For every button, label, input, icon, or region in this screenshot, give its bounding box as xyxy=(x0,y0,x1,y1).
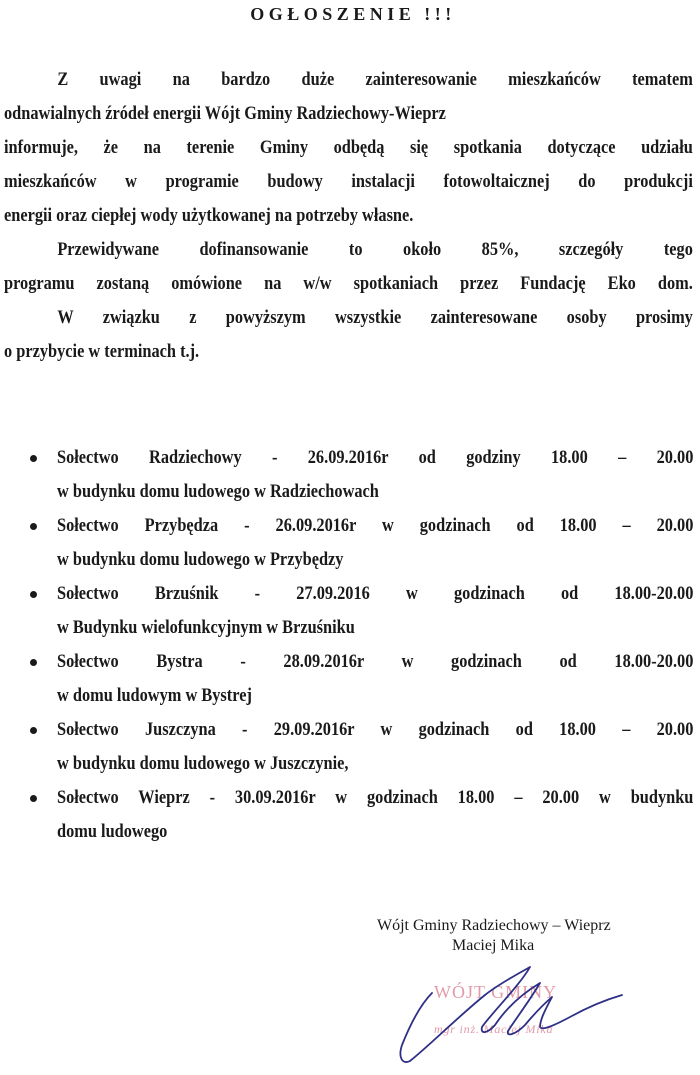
paragraph-3-line-2: o przybycie w terminach t.j. xyxy=(4,341,200,362)
meeting-line-1: Sołectwo Juszczyna - 29.09.2016r w godzinach od 18.00 – 20.00 xyxy=(57,719,694,740)
meeting-line-2: domu ludowego xyxy=(57,821,168,842)
list-item xyxy=(0,645,693,713)
list-item xyxy=(0,441,693,509)
paragraph-2-line-2: programu zostaną omówione na w/w spotkaniach przez Fundację Eko dom. xyxy=(4,273,693,294)
meeting-line-1: Sołectwo Radziechowy - 26.09.2016r od godziny 18.00 – 20.00 xyxy=(57,447,694,468)
paragraph-3 xyxy=(4,301,693,369)
paragraph-1-line-4: mieszkańców w programie budowy instalacji fotowoltaicznej do produkcji xyxy=(4,171,693,192)
meeting-line-2: w domu ludowym w Bystrej xyxy=(57,685,252,706)
signature-block xyxy=(340,916,670,956)
paragraph-1-line-1: Z uwagi na bardzo duże zainteresowanie mieszkańców tematem xyxy=(57,69,693,90)
list-item xyxy=(0,713,693,781)
meeting-line-1: Sołectwo Brzuśnik - 27.09.2016 w godzinach od 18.00-20.00 xyxy=(57,583,694,604)
paragraph-3-line-1: W związku z powyższym wszystkie zainteresowane osoby prosimy xyxy=(57,307,693,328)
signature-stroke xyxy=(400,967,622,1062)
bullet-icon xyxy=(30,727,37,734)
signatory-title: Wójt Gminy Radziechowy – Wieprz xyxy=(377,917,611,934)
list-item xyxy=(0,781,693,849)
meeting-line-2: w budynku domu ludowego w Juszczynie, xyxy=(57,753,349,774)
paragraph-1-line-5: energii oraz ciepłej wody użytkowanej na potrzeby własne. xyxy=(4,205,414,226)
meeting-line-2: w Budynku wielofunkcyjnym w Brzuśniku xyxy=(57,617,355,638)
meeting-line-1: Sołectwo Bystra - 28.09.2016r w godzinach od 18.00-20.00 xyxy=(57,651,694,672)
meetings-list xyxy=(0,441,700,849)
paragraph-1-line-2: odnawialnych źródeł energii Wójt Gminy Radziechowy-Wieprz xyxy=(4,103,446,124)
bullet-icon xyxy=(30,659,37,666)
list-item xyxy=(0,509,693,577)
stamp-name: mgr inż. Maciej Mika xyxy=(434,1022,554,1036)
paragraph-1-line-3: informuje, że na terenie Gminy odbędą się spotkania dotyczące udziału xyxy=(4,137,693,158)
bullet-icon xyxy=(30,523,37,530)
meeting-line-1: Sołectwo Przybędza - 26.09.2016r w godzinach od 18.00 – 20.00 xyxy=(57,515,694,536)
meeting-line-1: Sołectwo Wieprz - 30.09.2016r w godzinach 18.00 – 20.00 w budynku xyxy=(57,787,694,808)
handwritten-signature xyxy=(390,965,630,1075)
meeting-line-2: w budynku domu ludowego w Przybędzy xyxy=(57,549,344,570)
paragraph-2 xyxy=(4,233,693,301)
paragraph-1 xyxy=(4,63,693,233)
signatory-name: Maciej Mika xyxy=(452,937,535,954)
stamp-title: WÓJT GMINY xyxy=(434,982,558,1002)
bullet-icon xyxy=(30,455,37,462)
bullet-icon xyxy=(30,591,37,598)
paragraph-2-line-1: Przewidywane dofinansowanie to około 85%, szczegóły tego xyxy=(57,239,693,260)
bullet-icon xyxy=(30,795,37,802)
page-title: OGŁOSZENIE !!! xyxy=(250,4,456,24)
list-item xyxy=(0,577,693,645)
meeting-line-2: w budynku domu ludowego w Radziechowach xyxy=(57,481,379,502)
